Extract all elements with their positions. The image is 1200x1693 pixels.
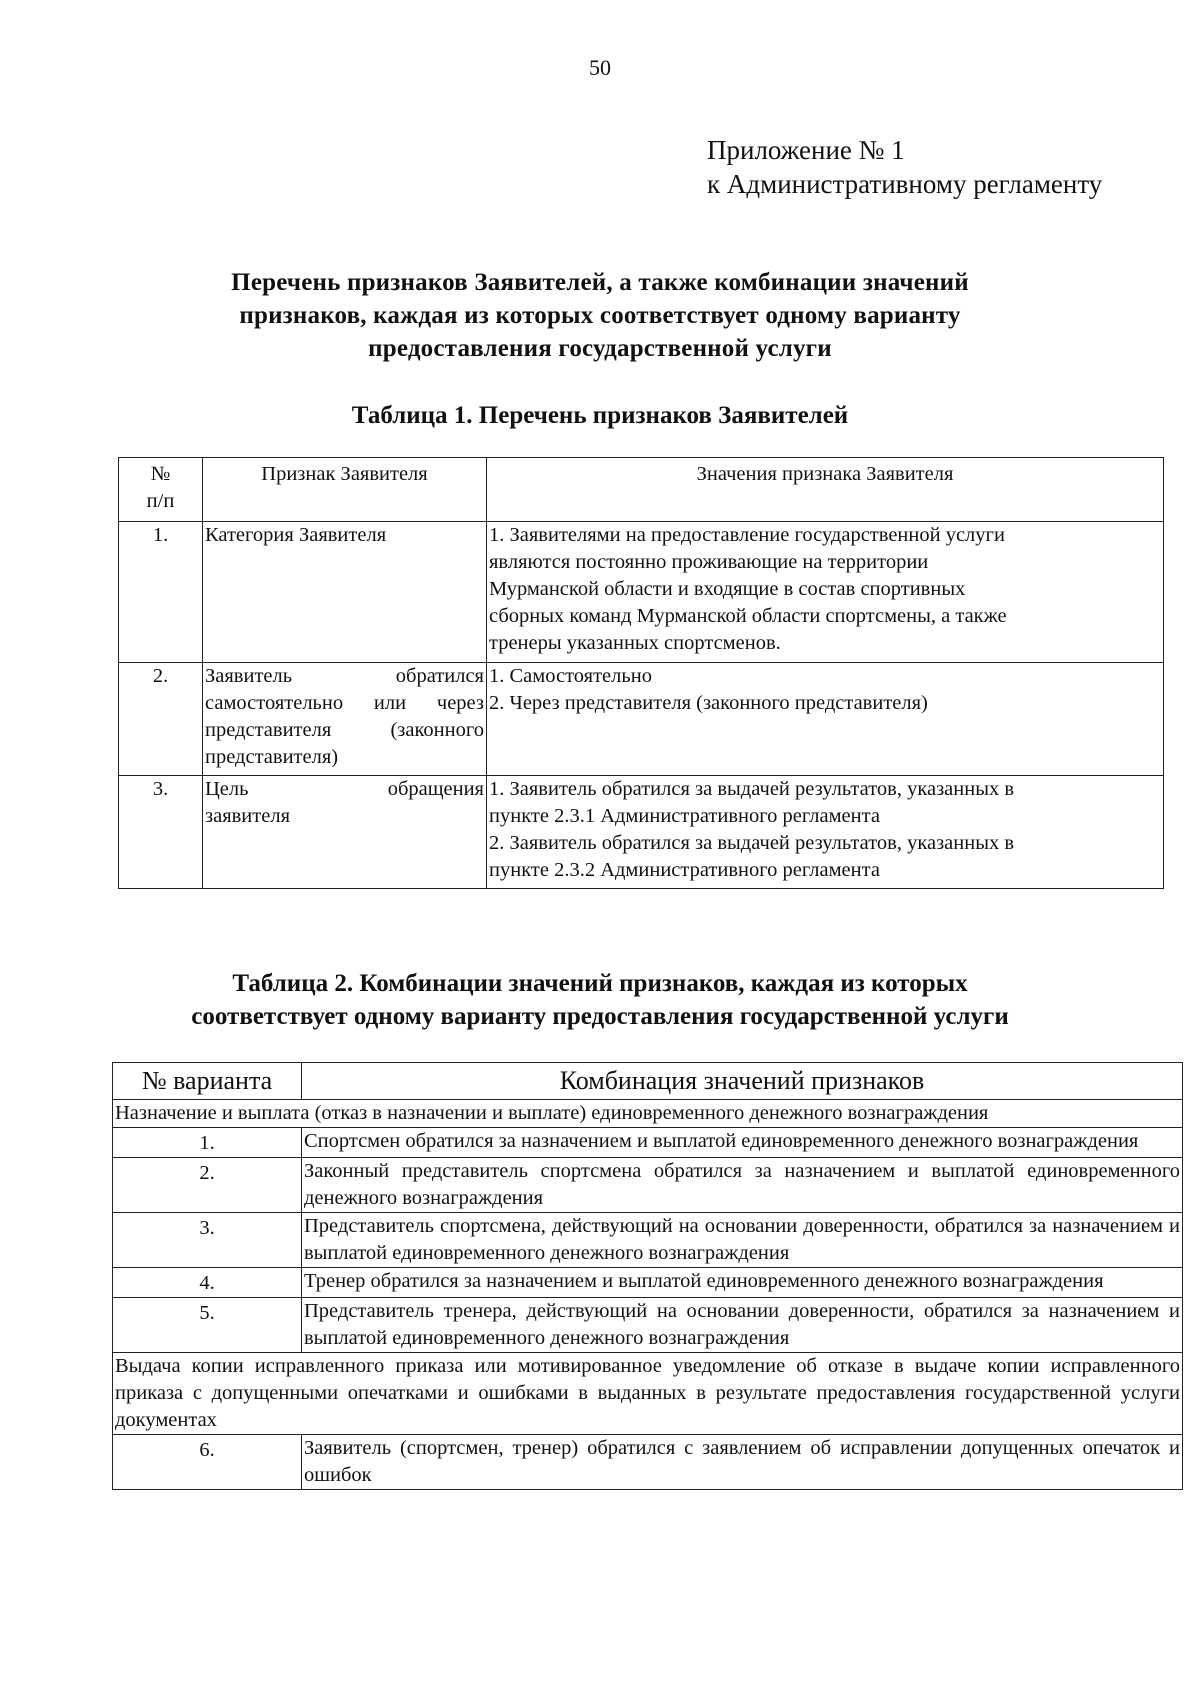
table2-caption (100, 967, 1100, 1033)
table1-header-row (119, 458, 1164, 522)
table2-section-heading (113, 1353, 1183, 1435)
document-title-line-3: предоставления государственной услуги (368, 335, 832, 362)
table1-row-1-value-line: Мурманской области и входящие в состав спортивных (489, 578, 966, 600)
document-title (100, 266, 1100, 365)
table1-row-2-values (487, 663, 1164, 776)
table1-row-3-num: 3. (119, 776, 203, 889)
table2-variant-num: 4. (113, 1268, 302, 1298)
table1-caption: Таблица 1. Перечень признаков Заявителей (351, 402, 849, 429)
table2-section-heading (113, 1100, 1183, 1128)
table2-combination-text: Спортсмен обратился за назначением и выплатой единовременного денежного вознаграждения (302, 1128, 1183, 1158)
table2-combination-text: Представитель спортсмена, действующий на основании доверенности, обратился за назначением и выплатой единовременного денежного вознаграждения (302, 1213, 1183, 1268)
table1-row-3-value-line: пункте 2.3.2 Административного регламента (489, 859, 880, 881)
table2-section-1-title: Назначение и выплата (отказ в назначении и выплате) единовременного денежного вознаграждения (113, 1100, 1183, 1128)
appendix-header (707, 133, 1102, 201)
table1-row-1-num: 1. (119, 522, 203, 663)
table1-header-attribute: Признак Заявителя (203, 458, 487, 522)
table-row (113, 1158, 1183, 1213)
document-title-line-2: признаков, каждая из которых соответствует одному варианту (239, 302, 961, 329)
table1-row-2-attribute-line: представителя (законного (205, 719, 484, 741)
table2-combination-text: Представитель тренера, действующий на основании доверенности, обратился за назначением и выплатой единовременного денежного вознаграждения (302, 1298, 1183, 1353)
table2-combination-text: Законный представитель спортсмена обратился за назначением и выплатой единовременного денежного вознаграждения (302, 1158, 1183, 1213)
table2-variant-num: 3. (113, 1213, 302, 1268)
table1-row-1-values (487, 522, 1164, 663)
table1-row-3-values (487, 776, 1164, 889)
table1-row-2-attribute-line: самостоятельно или через (205, 692, 484, 714)
table1-row-1-value-line: тренеры указанных спортсменов. (489, 632, 781, 654)
attribute-combinations-table (112, 1062, 1183, 1490)
table1-row-1-attribute (203, 522, 487, 663)
table1-row-2-attribute-line: Заявитель обратился (205, 665, 484, 687)
table2-variant-num: 2. (113, 1158, 302, 1213)
table2-caption-line-2: соответствует одному варианту предоставления государственной услуги (191, 1003, 1009, 1030)
table-row (113, 1435, 1183, 1490)
table1-row-1-value-line: 1. Заявителями на предоставление государственной услуги (489, 524, 1005, 546)
table2-combination-text: Тренер обратился за назначением и выплатой единовременного денежного вознаграждения (302, 1268, 1183, 1298)
table1-header-num-line1: № (150, 463, 171, 485)
table2-header-combination: Комбинация значений признаков (302, 1063, 1183, 1100)
table2-variant-num: 1. (113, 1128, 302, 1158)
table1-row-2-attribute-line: представителя) (205, 746, 339, 768)
table2-section-2-title: Выдача копии исправленного приказа или мотивированное уведомление об отказе в выдаче копии исправленного приказа с допущенными опечатками и ошибками в выданных в результате предоставления государственной услуги документах (113, 1353, 1183, 1435)
table1-row-3-attribute-line: Цель обращения (205, 778, 484, 800)
table2-combination-text: Заявитель (спортсмен, тренер) обратился с заявлением об исправлении допущенных опечаток и ошибок (302, 1435, 1183, 1490)
table2-header-row (113, 1063, 1183, 1100)
table1-row-1-value-line: являются постоянно проживающие на территории (489, 551, 929, 573)
applicant-attributes-table (118, 457, 1164, 889)
table2-header-variant: № варианта (113, 1063, 302, 1100)
table2-caption-line-1: Таблица 2. Комбинации значений признаков, каждая из которых (232, 970, 968, 997)
table1-row-2-attribute (203, 663, 487, 776)
appendix-line-1: Приложение № 1 (707, 135, 905, 165)
table2-variant-num: 6. (113, 1435, 302, 1490)
page-number: 50 (589, 55, 611, 80)
table1-row-3-value-line: пункте 2.3.1 Административного регламента (489, 805, 880, 827)
table2-variant-num: 5. (113, 1298, 302, 1353)
table1-row-3-value-line: 2. Заявитель обратился за выдачей результатов, указанных в (489, 832, 1015, 854)
table1-header-values: Значения признака Заявителя (487, 458, 1164, 522)
table1-row-2-num: 2. (119, 663, 203, 776)
table1-row-3-attribute-line: заявителя (205, 805, 290, 827)
table1-row-3-attribute (203, 776, 487, 889)
document-title-line-1: Перечень признаков Заявителей, а также комбинации значений (231, 269, 969, 296)
table-row (113, 1128, 1183, 1158)
table1-header-num (119, 458, 203, 522)
table-row (119, 663, 1164, 776)
table-row (113, 1298, 1183, 1353)
table-row (119, 776, 1164, 889)
table1-row-2-value-line: 2. Через представителя (законного представителя) (489, 692, 928, 714)
table-row (113, 1268, 1183, 1298)
table1-row-1-value-line: сборных команд Мурманской области спортсмены, а также (489, 605, 1007, 627)
table1-header-num-line2: п/п (146, 490, 175, 512)
table1-row-2-value-line: 1. Самостоятельно (489, 665, 652, 687)
table-row (119, 522, 1164, 663)
table1-row-1-attribute-line: Категория Заявителя (205, 524, 387, 546)
appendix-line-2: к Административному регламенту (707, 169, 1103, 199)
table-row (113, 1213, 1183, 1268)
table1-row-3-value-line: 1. Заявитель обратился за выдачей результатов, указанных в (489, 778, 1015, 800)
